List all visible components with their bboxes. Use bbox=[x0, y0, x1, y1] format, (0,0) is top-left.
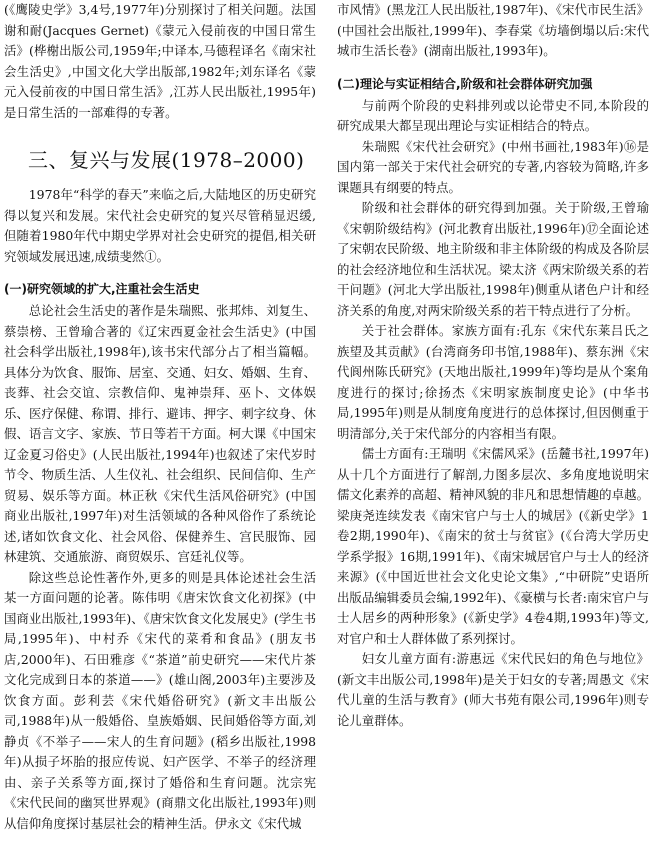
section-title: 三、复兴与发展(1978–2000) bbox=[28, 148, 305, 172]
subheading-2: (二)理论与实证相结合,阶级和社会群体研究加强 bbox=[337, 76, 593, 91]
paragraph-right-3: 阶级和社会群体的研究得到加强。关于阶级,王曾瑜《宋朝阶级结构》(河北教育出版社,1996年)⑰全面论述了宋朝农民阶级、地主阶级和非主体阶级的构成及各阶层的社会经济地位和生活状况。梁太济《两宋阶级关系的若干问题》(河北大学出版社,1998年)侧重从诸色户计和经济关系的角度,对两宋阶级关系的若干特点进行了分析。 bbox=[337, 200, 649, 318]
paragraph-right-top: 市风情》(黑龙江人民出版社,1987年)、《宋代市民生活》(中国社会出版社,1999年)、李春棠《坊墙倒塌以后:宋代城市生活长卷》(湖南出版社,1993年)。 bbox=[337, 2, 649, 58]
paragraph-left-top: (《鹰陵史学》3,4号,1977年)分别探讨了相关问题。法国谢和耐(Jacques Gernet)《蒙元入侵前夜的中国日常生活》(桦榭出版公司,1959年;中译本,马德程译名《南宋社会生活史》,中国文化大学出版部,1982年;刘东译名《蒙元入侵前夜的中国日常生活》,江苏人民出版社,1995年)是日常生活的一部难得的专著。 bbox=[4, 2, 316, 120]
paragraph-right-6: 妇女儿童方面有:游惠远《宋代民妇的角色与地位》(新文丰出版公司,1998年)是关于妇女的专著;周愚文《宋代儿童的生活与教育》(师大书苑有限公司,1996年)则专论儿童群体。 bbox=[337, 651, 649, 728]
right-column bbox=[337, 0, 649, 731]
paragraph-left-2: 除这些总论性著作外,更多的则是具体论述社会生活某一方面问题的论著。陈伟明《唐宋饮食文化初探》(中国商业出版社,1993年)、《唐宋饮食文化发展史》(学生书局,1995年)、中村乔《宋代的菜肴和食品》(朋友书店,2000年)、石田雅彦《“茶道”前史研究——宋代片茶文化完成到日本的茶道——》(雄山阁,2003年)主要涉及饮食方面。彭利芸《宋代婚俗研究》(新文丰出版公司,1988年)从一般婚俗、皇族婚姻、民间婚俗等方面,刘静贞《不举子——宋人的生育问题》(稻乡出版社,1998年)从损子坏胎的报应传说、妇产医学、不举子的经济理由、亲子关系等方面,探讨了婚俗和生育问题。沈宗宪《宋代民间的幽冥世界观》(商鼎文化出版社,1993年)则从信仰角度探讨基层社会的精神生活。伊永文《宋代城 bbox=[4, 569, 316, 831]
subheading-1: (一)研究领域的扩大,注重社会生活史 bbox=[4, 282, 200, 296]
paragraph-right-1: 与前两个阶段的史料排列或以论带史不同,本阶段的研究成果大都呈现出理论与实证相结合的特点。 bbox=[337, 97, 649, 133]
paragraph-intro: 1978年“科学的春天”来临之后,大陆地区的历史研究得以复兴和发展。宋代社会史研究的复兴尽管稍显迟缓,但随着1980年代中期史学界对社会史研究的提倡,相关研究领域发展迅速,成绩斐然①。 bbox=[4, 187, 316, 264]
paragraph-right-5: 儒士方面有:王瑞明《宋儒风采》(岳麓书社,1997年)从十几个方面进行了解剖,力图多层次、多角度地说明宋儒文化素养的高超、精神风貌的非凡和思想情趣的卓越。梁庚尧连续发表《南宋官户与士人的城居》(《新史学》1卷2期,1990年)、《南宋的贫士与贫宦》(《台湾大学历史学系学报》16期,1991年)、《南宋城居官户与士人的经济来源》(《中国近世社会文化史论文集》,“中研院”史语所出版品编辑委员会编,1992年)、《豪横与长者:南宋官户与士人居乡的两种形象》(《新史学》4卷4期,1993年)等文,对官户和士人群体做了系列探讨。 bbox=[337, 446, 649, 646]
paragraph-right-4: 关于社会群体。家族方面有:孔东《宋代东莱吕氏之族望及其贡献》(台湾商务印书馆,1988年)、蔡东洲《宋代阆州陈氏研究》(天地出版社,1999年)等均是从个案角度进行的探讨;徐扬杰《宋明家族制度史论》(中华书局,1995年)则是从制度角度进行的总体探讨,但因侧重于明清部分,关于宋代部分的内容相当有限。 bbox=[337, 323, 649, 441]
paragraph-right-2: 朱瑞熙《宋代社会研究》(中州书画社,1983年)⑯是国内第一部关于宋代社会研究的专著,内容较为简略,许多课题具有纲要的特点。 bbox=[337, 138, 649, 195]
left-column bbox=[4, 0, 316, 834]
paragraph-left-1: 总论社会生活史的著作是朱瑞熙、张邦炜、刘复生、蔡崇榜、王曾瑜合著的《辽宋西夏金社会生活史》(中国社会科学出版社,1998年),该书宋代部分占了相当篇幅。具体分为饮食、服饰、居室、交通、妇女、婚姻、生育、丧葬、社会交谊、宗教信仰、鬼神崇拜、巫卜、文体娱乐、医疗保健、称谓、排行、避讳、押字、刺字纹身、休假、语言文字、家族、节日等若干方面。柯大课《中国宋辽金夏习俗史》(人民出版社,1994年)也叙述了宋代岁时节令、物质生活、人生仪礼、社会组织、民间信仰、生产贸易、娱乐等方面。林正秋《宋代生活风俗研究》(中国商业出版社,1997年)对生活领域的各种风俗作了系统论述,诸如饮食文化、社会风俗、保健养生、宫民服饰、园林建筑、交通旅游、商贸娱乐、宫廷礼仪等。 bbox=[4, 303, 316, 564]
